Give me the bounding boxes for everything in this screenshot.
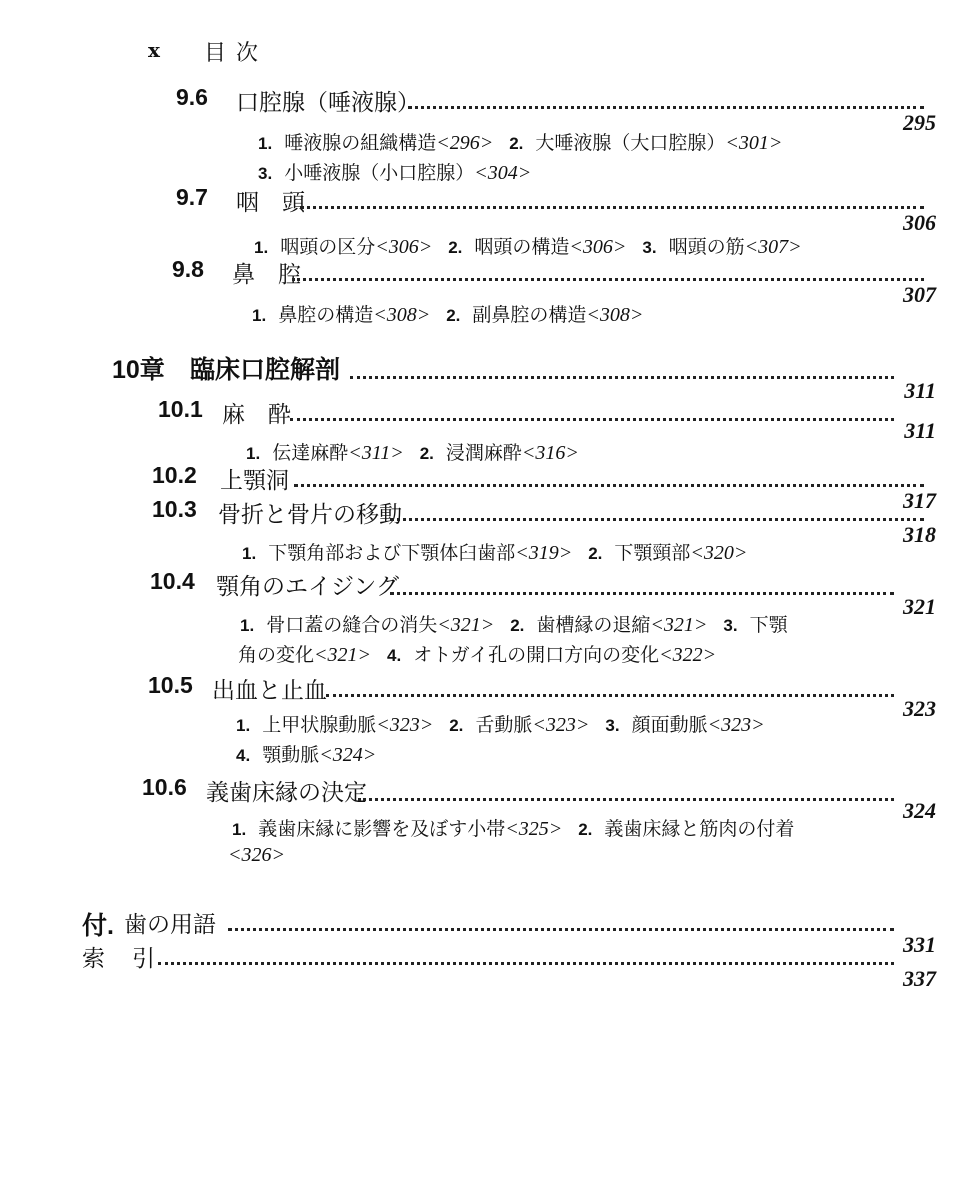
dot-leader: [158, 962, 894, 965]
subsection-number: 2.: [510, 616, 525, 635]
appendix-label: 付.: [82, 912, 114, 940]
section-title: 鼻 腔: [232, 262, 301, 288]
dot-leader: [300, 206, 924, 209]
subsection-page-ref: <320>: [690, 542, 748, 564]
subsection-number: 3.: [723, 616, 738, 635]
subsection-title: 下顎: [749, 614, 788, 636]
appendix-title: 歯の用語: [124, 912, 216, 938]
subsection-title: 角の変化: [238, 644, 315, 666]
section-number: 10.3: [152, 496, 197, 522]
subsection-page-ref: <324>: [319, 744, 377, 766]
subsection-page-ref: <316>: [521, 442, 579, 464]
subsection-line: [246, 438, 579, 465]
subsection-line: [258, 158, 531, 185]
subsection-title: オトガイ孔の開口方向の変化: [413, 644, 660, 666]
subsection-number: 4.: [236, 746, 251, 765]
subsection-number: 2.: [509, 134, 524, 153]
subsection-number: 2.: [419, 444, 434, 463]
running-header-title: 目次: [204, 41, 269, 66]
subsection-title: 鼻腔の構造: [278, 304, 374, 326]
page-number: 306: [903, 210, 936, 235]
subsection-title: 下顎角部および下顎体臼歯部: [268, 542, 516, 564]
dot-leader: [390, 592, 894, 595]
subsection-line: [240, 610, 788, 637]
subsection-number: 1.: [246, 444, 261, 463]
subsection-title: 骨口蓋の縫合の消失: [266, 614, 438, 636]
subsection-line: [228, 844, 285, 867]
subsection-line: [238, 640, 716, 667]
section-number: 10.1: [158, 396, 203, 422]
subsection-page-ref: <325>: [505, 818, 563, 840]
subsection-title: 咽頭の構造: [474, 236, 570, 258]
page-number: 321: [903, 594, 936, 619]
subsection-line: [242, 538, 747, 565]
section-number: 10.2: [152, 462, 197, 488]
section-title: 顎角のエイジング: [216, 574, 399, 600]
page-number: 295: [903, 110, 936, 135]
subsection-number: 1.: [232, 820, 247, 839]
subsection-page-ref: <304>: [474, 162, 532, 184]
subsection-page-ref: <296>: [436, 132, 494, 154]
subsection-line: [236, 740, 376, 767]
section-title: 出血と止血: [212, 678, 327, 704]
section-number: 9.7: [176, 184, 208, 210]
subsection-page-ref: <322>: [659, 644, 717, 666]
running-header-page-letter: x: [148, 38, 160, 62]
subsection-number: 1.: [240, 616, 255, 635]
page-number: 311: [904, 418, 936, 443]
chapter-title: 臨床口腔解剖: [190, 355, 341, 384]
subsection-page-ref: <308>: [586, 304, 644, 326]
subsection-title: 上甲状腺動脈: [262, 714, 377, 736]
subsection-page-ref: <306>: [375, 236, 433, 258]
section-title: 上顎洞: [220, 468, 289, 494]
section-number: 9.8: [172, 256, 204, 282]
section-title: 麻 酔: [222, 402, 291, 428]
subsection-number: 1.: [242, 544, 257, 563]
dot-leader: [390, 518, 924, 521]
subsection-title: 義歯床縁に影響を及ぼす小帯: [258, 818, 506, 840]
page-number: 317: [903, 488, 936, 513]
subsection-title: 舌動脈: [475, 714, 533, 736]
section-number: 10.4: [150, 568, 195, 594]
subsection-line: [232, 814, 794, 841]
subsection-number: 2.: [588, 544, 603, 563]
subsection-number: 2.: [449, 716, 464, 735]
subsection-line: [252, 300, 643, 327]
subsection-title: 下顎頸部: [614, 542, 691, 564]
dot-leader: [350, 376, 894, 379]
subsection-title: 伝達麻酔: [272, 442, 349, 464]
subsection-page-ref: <311>: [348, 442, 404, 464]
subsection-page-ref: <321>: [314, 644, 372, 666]
subsection-title: 顔面動脈: [631, 714, 708, 736]
subsection-title: 唾液腺の組織構造: [284, 132, 437, 154]
subsection-number: 1.: [236, 716, 251, 735]
subsection-number: 4.: [387, 646, 402, 665]
subsection-title: 歯槽縁の退縮: [536, 614, 651, 636]
dot-leader: [358, 798, 894, 801]
subsection-title: 咽頭の区分: [280, 236, 376, 258]
subsection-number: 2.: [578, 820, 593, 839]
subsection-number: 3.: [605, 716, 620, 735]
subsection-title: 咽頭の筋: [668, 236, 745, 258]
section-number: 10.5: [148, 672, 193, 698]
dot-leader: [290, 418, 894, 421]
section-number: 10.6: [142, 774, 187, 800]
subsection-title: 副鼻腔の構造: [472, 304, 587, 326]
subsection-title: 小唾液腺（小口腔腺）: [284, 162, 475, 184]
subsection-number: 1.: [258, 134, 273, 153]
page-number: 324: [903, 798, 936, 823]
dot-leader: [228, 928, 894, 931]
page-number: 323: [903, 696, 936, 721]
subsection-title: 顎動脈: [262, 744, 320, 766]
subsection-line: [258, 128, 782, 155]
subsection-page-ref: <307>: [744, 236, 802, 258]
subsection-number: 3.: [258, 164, 273, 183]
subsection-page-ref: <319>: [515, 542, 573, 564]
section-number: 9.6: [176, 84, 208, 110]
section-title: 骨折と骨片の移動: [218, 502, 402, 528]
subsection-number: 1.: [254, 238, 269, 257]
section-title: 口腔腺（唾液腺）: [236, 90, 420, 116]
dot-leader: [408, 106, 924, 109]
index-title: 索 引: [82, 946, 157, 972]
subsection-number: 3.: [642, 238, 657, 257]
subsection-title: 大唾液腺（大口腔腺）: [535, 132, 726, 154]
subsection-title: 義歯床縁と筋肉の付着: [604, 818, 795, 840]
subsection-title: 浸潤麻酔: [445, 442, 522, 464]
subsection-page-ref: <323>: [376, 714, 434, 736]
page-number: 318: [903, 522, 936, 547]
chapter-number: 10章: [112, 356, 165, 384]
subsection-page-ref: <321>: [437, 614, 495, 636]
subsection-page-ref: <308>: [373, 304, 431, 326]
subsection-page-ref: <301>: [725, 132, 783, 154]
section-title: 義歯床縁の決定: [206, 780, 367, 806]
subsection-page-ref: <326>: [228, 844, 285, 866]
subsection-page-ref: <323>: [532, 714, 590, 736]
subsection-page-ref: <306>: [569, 236, 627, 258]
dot-leader: [326, 694, 894, 697]
dot-leader: [292, 278, 924, 281]
subsection-line: [236, 710, 765, 737]
page-number: 331: [903, 932, 936, 957]
subsection-number: 1.: [252, 306, 267, 325]
page-number: 307: [903, 282, 936, 307]
page-number: 311: [904, 378, 936, 403]
dot-leader: [294, 484, 924, 487]
section-title: 咽 頭: [236, 190, 305, 216]
subsection-number: 2.: [448, 238, 463, 257]
subsection-page-ref: <321>: [650, 614, 708, 636]
page-number: 337: [903, 966, 936, 991]
subsection-page-ref: <323>: [707, 714, 765, 736]
subsection-line: [254, 232, 802, 259]
subsection-number: 2.: [446, 306, 461, 325]
